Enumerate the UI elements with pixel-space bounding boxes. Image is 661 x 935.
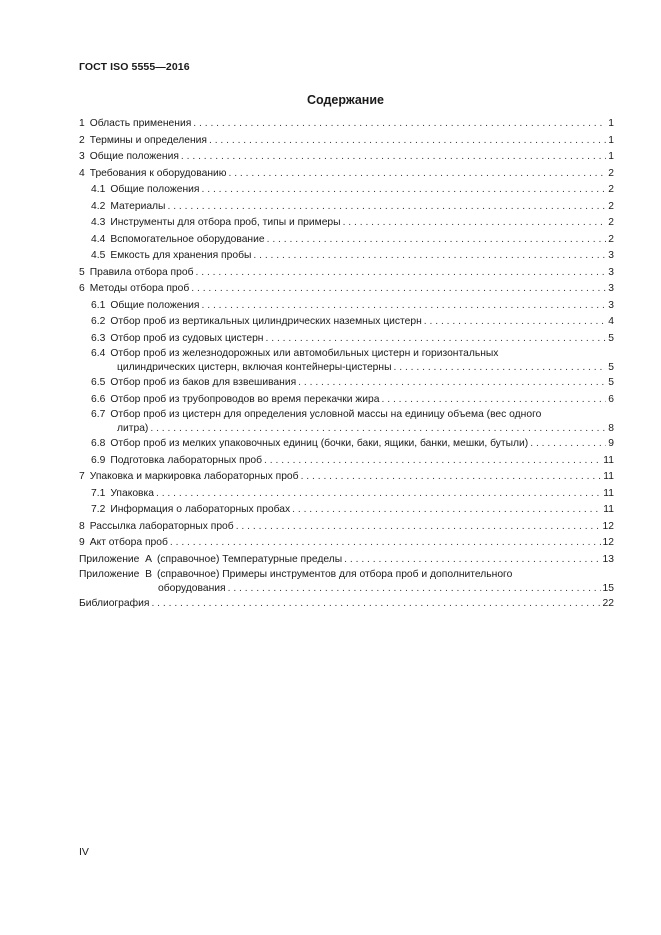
toc-entry[interactable] <box>79 347 614 375</box>
toc-entry-number: 3 <box>79 151 85 162</box>
toc-entry-title: Методы отбора проб <box>90 281 190 298</box>
toc-entry-title: (справочное) Примеры инструментов для отбора проб и дополнительного <box>156 569 513 580</box>
toc-entry-number: 4.1 <box>91 184 106 195</box>
toc-entry[interactable] <box>79 408 614 436</box>
toc-entry-page: 1 <box>608 134 614 146</box>
toc-entry-number: 4.2 <box>91 200 106 212</box>
toc-entry-title: Термины и определения <box>90 133 207 150</box>
toc-leader-dots <box>196 265 607 282</box>
toc-entry-number: 4.3 <box>91 217 106 228</box>
toc-leader-dots <box>191 281 606 298</box>
toc-entry-number: 5 <box>79 266 85 278</box>
toc-entry[interactable] <box>79 232 614 249</box>
toc-entry-page: 6 <box>608 393 614 405</box>
toc-leader-dots <box>343 215 607 232</box>
toc-entry[interactable] <box>79 596 614 613</box>
toc-entry[interactable] <box>79 453 614 470</box>
toc-leader-dots <box>167 199 606 216</box>
toc-entry-page: 11 <box>603 504 614 515</box>
toc-leader-dots <box>292 502 601 519</box>
toc-entry-title: Библиография <box>79 596 149 613</box>
toc-entry-title: Отбор проб из вертикальных цилиндрических наземных цистерн <box>110 314 421 331</box>
toc-entry[interactable] <box>79 519 614 536</box>
toc-entry-number: 6.9 <box>91 454 106 466</box>
toc-entry-page: 3 <box>608 283 614 294</box>
toc-entry-page: 1 <box>608 118 614 129</box>
toc-entry-title: Общие положения <box>90 149 179 166</box>
toc-entry-number: 9 <box>79 537 85 548</box>
toc-entry-title: Правила отбора проб <box>90 265 194 282</box>
toc-entry-page: 8 <box>608 422 614 434</box>
toc-entry-number: 2 <box>79 134 85 146</box>
toc-entry-number: 4.4 <box>91 233 106 245</box>
toc-entry-title: Информация о лабораторных пробах <box>110 502 290 519</box>
toc-entry[interactable] <box>79 552 614 569</box>
toc-entry[interactable] <box>79 392 614 409</box>
toc-leader-dots <box>267 232 607 249</box>
document-header: ГОСТ ISO 5555—2016 <box>79 61 190 73</box>
toc-leader-dots <box>193 116 606 133</box>
toc-entry[interactable] <box>79 199 614 216</box>
toc-leader-dots <box>344 552 600 569</box>
toc-entry-page: 1 <box>608 151 614 162</box>
toc-entry-number: 7.1 <box>91 487 106 499</box>
toc-entry-page: 3 <box>608 299 614 311</box>
toc-leader-dots <box>228 582 601 597</box>
toc-leader-dots <box>530 436 606 453</box>
toc-leader-dots <box>202 182 607 199</box>
toc-leader-dots <box>170 535 601 552</box>
toc-entry[interactable] <box>79 535 614 552</box>
toc-entry-page: 11 <box>603 487 614 499</box>
toc-entry[interactable] <box>79 298 614 315</box>
toc-entry[interactable] <box>79 248 614 265</box>
toc-entry[interactable] <box>79 166 614 183</box>
toc-entry-page: 2 <box>608 200 614 212</box>
toc-entry-number: 6.7 <box>91 409 106 420</box>
toc-entry-title-continued: литра) <box>117 422 148 437</box>
toc-entry-number: 7 <box>79 471 85 482</box>
toc-entry[interactable] <box>79 568 614 596</box>
toc-entry[interactable] <box>79 281 614 298</box>
toc-entry-page: 3 <box>608 250 614 261</box>
toc-entry[interactable] <box>79 182 614 199</box>
toc-entry-number: 8 <box>79 520 85 532</box>
toc-entry-number: 7.2 <box>91 504 106 515</box>
toc-leader-dots <box>228 166 606 183</box>
toc-leader-dots <box>382 392 607 409</box>
toc-entry-title: Отбор проб из цистерн для определения условной массы на единицу объема (вес одного <box>110 409 542 420</box>
toc-entry-title: Инструменты для отбора проб, типы и примеры <box>110 215 340 232</box>
toc-entry-page: 12 <box>602 520 614 532</box>
toc-entry-page: 5 <box>608 377 614 388</box>
toc-entry-title: Упаковка <box>110 486 154 503</box>
toc-entry-number: Приложение В <box>79 569 152 580</box>
toc-entry-title: Область применения <box>90 116 192 133</box>
toc-entry-page: 4 <box>608 316 614 327</box>
toc-entry-number: 6.4 <box>91 348 106 359</box>
toc-entry-number: 6.3 <box>91 332 106 344</box>
toc-entry[interactable] <box>79 133 614 150</box>
toc-entry-page: 3 <box>608 266 614 278</box>
table-of-contents <box>79 116 614 613</box>
toc-entry-number: 4.5 <box>91 250 106 261</box>
toc-entry[interactable] <box>79 215 614 232</box>
toc-leader-dots <box>150 422 606 437</box>
toc-entry[interactable] <box>79 314 614 331</box>
toc-entry-page: 2 <box>608 167 614 179</box>
toc-leader-dots <box>151 596 600 613</box>
toc-leader-dots <box>266 331 607 348</box>
toc-entry-page: 2 <box>608 184 614 195</box>
toc-entry-title: Емкость для хранения пробы <box>110 248 251 265</box>
toc-entry-page: 5 <box>608 361 614 373</box>
toc-entry-title: (справочное) Температурные пределы <box>157 552 342 569</box>
toc-entry-number: 6 <box>79 283 85 294</box>
toc-entry[interactable] <box>79 436 614 453</box>
toc-entry-title: Отбор проб из железнодорожных или автомобильных цистерн и горизонтальных <box>110 348 499 359</box>
toc-leader-dots <box>298 375 606 392</box>
toc-entry-page: 15 <box>602 582 614 594</box>
toc-entry[interactable] <box>79 265 614 282</box>
toc-entry-title: Акт отбора проб <box>90 535 168 552</box>
toc-entry-number: Приложение А <box>79 553 152 565</box>
toc-entry-title: Отбор проб из судовых цистерн <box>110 331 263 348</box>
toc-leader-dots <box>253 248 606 265</box>
toc-leader-dots <box>264 453 601 470</box>
toc-leader-dots <box>209 133 606 150</box>
toc-entry-title: Упаковка и маркировка лабораторных проб <box>90 469 299 486</box>
toc-leader-dots <box>202 298 607 315</box>
toc-entry-page: 11 <box>603 471 614 482</box>
toc-entry[interactable] <box>79 116 614 133</box>
toc-entry[interactable] <box>79 149 614 166</box>
toc-entry-title: Отбор проб из трубопроводов во время перекачки жира <box>110 392 379 409</box>
toc-entry-number: 6.1 <box>91 299 106 311</box>
toc-entry-page: 2 <box>608 233 614 245</box>
toc-entry-page: 22 <box>602 598 614 609</box>
toc-entry-title: Общие положения <box>110 182 199 199</box>
toc-entry-page: 2 <box>608 217 614 228</box>
toc-leader-dots <box>181 149 606 166</box>
toc-entry-title: Рассылка лабораторных проб <box>90 519 234 536</box>
toc-entry-page: 12 <box>602 537 614 548</box>
toc-entry[interactable] <box>79 375 614 392</box>
toc-entry[interactable] <box>79 486 614 503</box>
toc-leader-dots <box>301 469 602 486</box>
toc-entry-title: Отбор проб из баков для взвешивания <box>110 375 296 392</box>
toc-entry-number: 1 <box>79 118 85 129</box>
toc-entry[interactable] <box>79 331 614 348</box>
page-number: IV <box>79 846 89 858</box>
toc-entry[interactable] <box>79 502 614 519</box>
toc-entry-title: Материалы <box>110 199 165 216</box>
toc-entry-number: 6.5 <box>91 377 106 388</box>
toc-entry-number: 4 <box>79 167 85 179</box>
toc-entry-number: 6.2 <box>91 316 106 327</box>
toc-entry-title: Отбор проб из мелких упаковочных единиц (бочки, баки, ящики, банки, мешки, бутыли) <box>110 436 528 453</box>
toc-leader-dots <box>236 519 601 536</box>
page-title: Содержание <box>306 93 384 107</box>
toc-entry-title-continued: оборудования <box>158 582 226 597</box>
toc-entry-number: 6.8 <box>91 438 106 449</box>
toc-entry-page: 5 <box>608 332 614 344</box>
toc-entry-title: Вспомогательное оборудование <box>110 232 264 249</box>
toc-entry-number: 6.6 <box>91 393 106 405</box>
toc-entry-page: 11 <box>603 454 614 466</box>
toc-entry-title: Подготовка лабораторных проб <box>110 453 262 470</box>
toc-leader-dots <box>394 361 607 376</box>
toc-leader-dots <box>156 486 601 503</box>
toc-entry-page: 9 <box>608 438 614 449</box>
toc-entry-page: 13 <box>602 553 614 565</box>
toc-entry[interactable] <box>79 469 614 486</box>
toc-entry-title: Требования к оборудованию <box>90 166 227 183</box>
toc-entry-title: Общие положения <box>110 298 199 315</box>
toc-leader-dots <box>424 314 606 331</box>
toc-entry-title-continued: цилиндрических цистерн, включая контейнеры-цистерны <box>117 361 392 376</box>
